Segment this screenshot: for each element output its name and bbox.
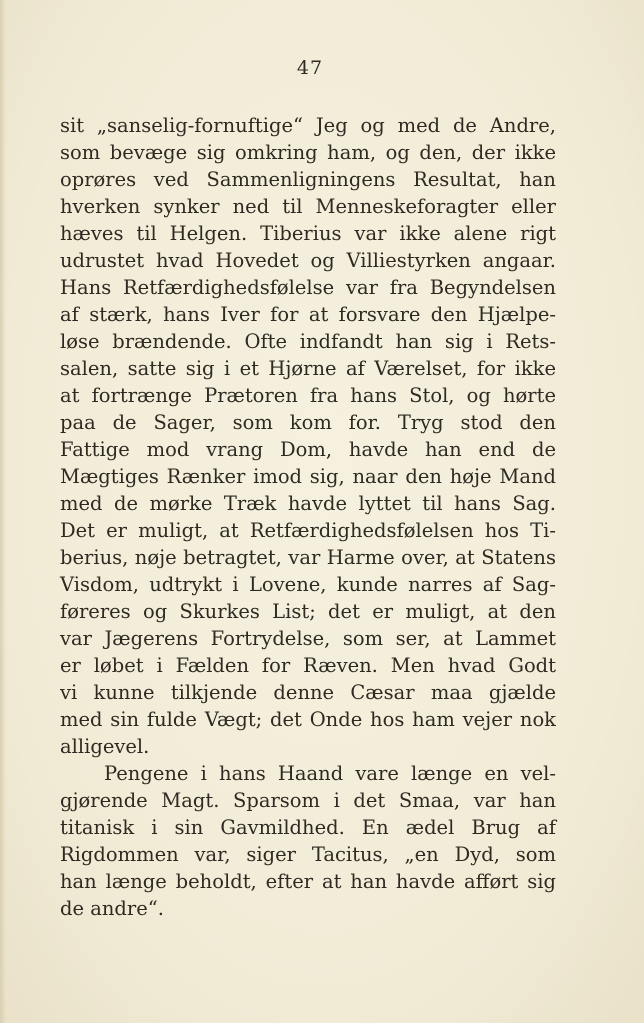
text-line: oprøres ved Sammenligningens Resultat, han [60,168,556,191]
text-line: vi kunne tilkjende denne Cæsar maa gjælde [60,681,556,704]
text-line: paa de Sager, som kom for. Tryg stod den [60,411,556,434]
text-line: han længe beholdt, efter at han havde afført sig [60,870,556,893]
text-line: Rigdommen var, siger Tacitus, „en Dyd, som [60,843,556,866]
text-line: med sin fulde Vægt; det Onde hos ham vejer nok [60,708,556,731]
text-line: løse brændende. Ofte indfandt han sig i Rets- [60,330,556,353]
page-number: 47 [296,57,324,79]
text-line: er løbet i Fælden for Ræven. Men hvad Godt [60,654,556,677]
text-line: som bevæge sig omkring ham, og den, der ikke [60,141,556,164]
text-line: Mægtiges Rænker imod sig, naar den høje Mand [60,465,556,488]
text-line: titanisk i sin Gavmildhed. En ædel Brug af [60,816,556,839]
text-line: salen, satte sig i et Hjørne af Værelset, for ikke [60,357,556,380]
text-line: føreres og Skurkes List; det er muligt, at den [60,600,556,623]
text-line: Visdom, udtrykt i Lovene, kunde narres af Sag- [60,573,556,596]
paragraph-end-line: alligevel. [60,735,150,758]
text-line: af stærk, hans Iver for at forsvare den Hjælpe- [60,303,556,326]
text-line: Det er muligt, at Retfærdighedsfølelsen hos Ti- [60,519,556,542]
text-line: berius, nøje betragtet, var Harme over, at Statens [60,546,556,569]
text-line: var Jægerens Fortrydelse, som ser, at Lammet [60,627,556,650]
text-line: hæves til Helgen. Tiberius var ikke alene rigt [60,222,556,245]
text-line: hverken synker ned til Menneskeforagter eller [60,195,556,218]
paragraph-end-line: de andre“. [60,897,164,920]
text-line: Fattige mod vrang Dom, havde han end de [60,438,556,461]
text-line: at fortrænge Prætoren fra hans Stol, og hørte [60,384,556,407]
body-text [60,112,556,922]
text-line: gjørende Magt. Sparsom i det Smaa, var han [60,789,556,812]
page-edge-shadow [0,0,6,1023]
text-line: udrustet hvad Hovedet og Villiestyrken angaar. [60,249,556,272]
paragraph-start-line: Pengene i hans Haand vare længe en vel- [104,762,556,785]
text-line: Hans Retfærdighedsfølelse var fra Begyndelsen [60,276,556,299]
text-line: med de mørke Træk havde lyttet til hans Sag. [60,492,556,515]
text-line: sit „sanselig-fornuftige“ Jeg og med de Andre, [60,114,556,137]
